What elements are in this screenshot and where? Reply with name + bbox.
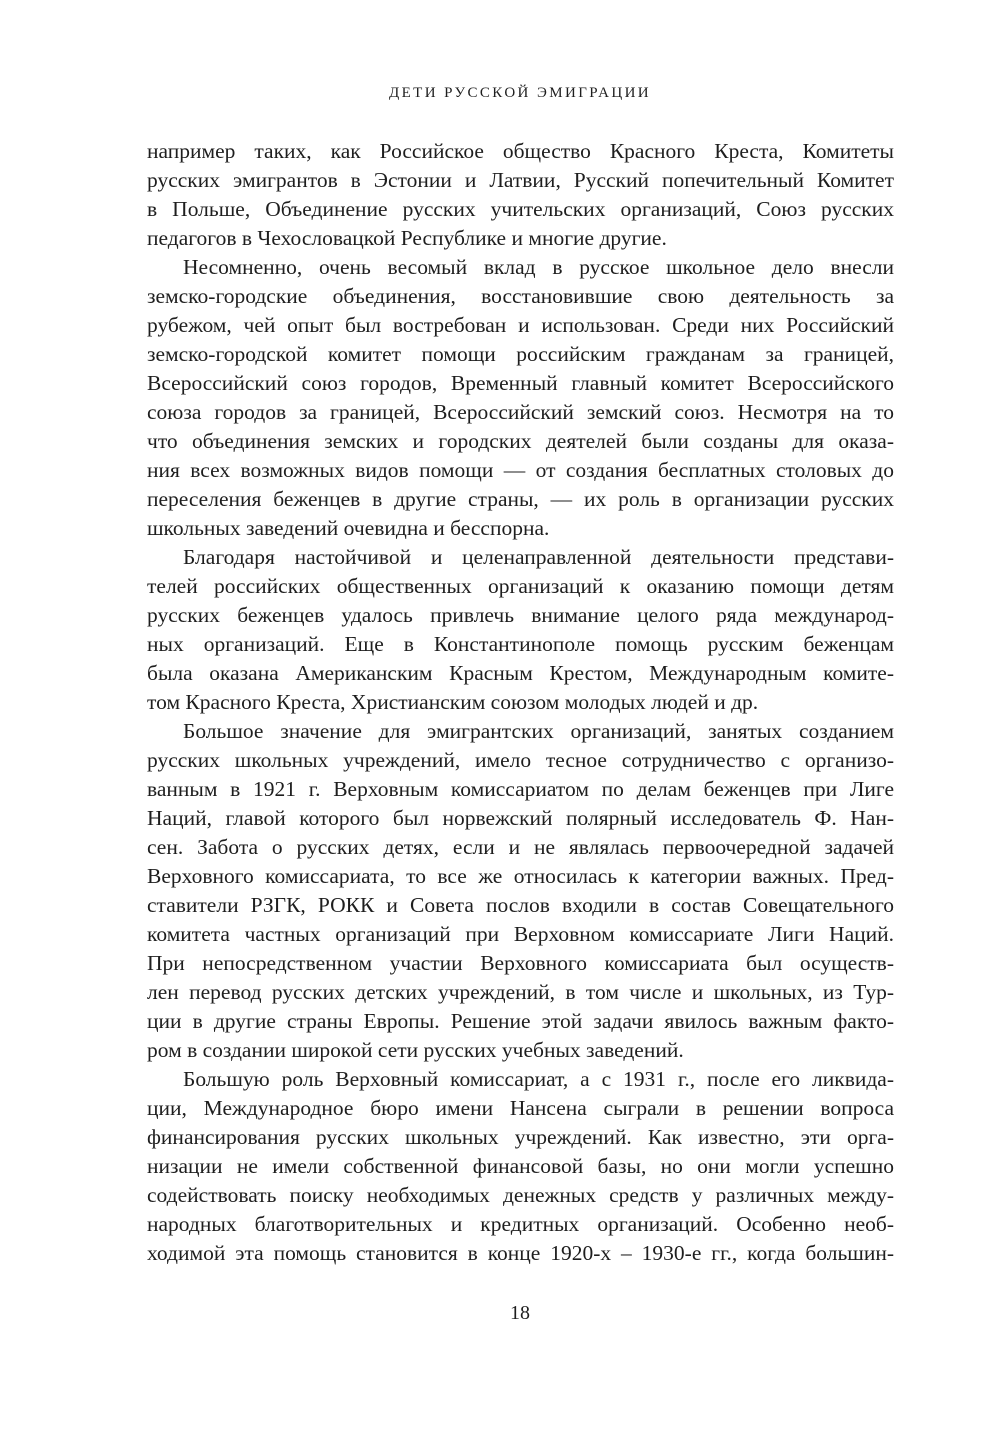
text-line: народных благотворительных и кредитных организаций. Особенно необ-: [147, 1212, 894, 1236]
text-line: русских эмигрантов в Эстонии и Латвии, Русский попечительный Комитет: [147, 168, 894, 192]
text-line: Всероссийский союз городов, Временный главный комитет Всероссийского: [147, 371, 894, 395]
paragraph: [147, 543, 894, 717]
text-line: комитета частных организаций при Верховном комиссариате Лиги Наций.: [147, 922, 894, 946]
text-line: ния всех возможных видов помощи — от создания бесплатных столовых до: [147, 458, 894, 482]
text-line: что объединения земских и городских деятелей были созданы для оказа-: [147, 429, 894, 453]
text-line: том Красного Креста, Христианским союзом молодых людей и др.: [147, 690, 759, 714]
text-line: школьных заведений очевидна и бесспорна.: [147, 516, 550, 540]
text-line: ных организаций. Еще в Константинополе помощь русским беженцам: [147, 632, 894, 656]
running-head: ДЕТИ РУССКОЙ ЭМИГРАЦИИ: [388, 85, 652, 101]
text-line: ции в другие страны Европы. Решение этой задачи явилось важным факто-: [147, 1009, 894, 1033]
text-line: ром в создании широкой сети русских учебных заведений.: [147, 1038, 684, 1062]
paragraph: [147, 253, 894, 543]
text-line: в Польше, Объединение русских учительских организаций, Союз русских: [147, 197, 894, 221]
text-line: ванным в 1921 г. Верховным комиссариатом по делам беженцев при Лиге: [147, 777, 894, 801]
text-line: содействовать поиску необходимых денежных средств у различных между-: [147, 1183, 894, 1207]
text-line: низации не имели собственной финансовой базы, но они могли успешно: [147, 1154, 894, 1178]
paragraph: [147, 137, 894, 253]
paragraph: [147, 1065, 894, 1268]
text-line: Несомненно, очень весомый вклад в русское школьное дело внесли: [183, 255, 894, 279]
text-line: ции, Международное бюро имени Нансена сыграли в решении вопроса: [147, 1096, 894, 1120]
text-line: рубежом, чей опыт был востребован и использован. Среди них Российский: [147, 313, 894, 337]
text-line: ставители РЗГК, РОКК и Совета послов входили в состав Совещательного: [147, 893, 894, 917]
text-line: Большое значение для эмигрантских организаций, занятых созданием: [183, 719, 894, 743]
text-line: педагогов в Чехословацкой Республике и многие другие.: [147, 226, 667, 250]
text-line: Большую роль Верховный комиссариат, а с 1931 г., после его ликвида-: [183, 1067, 894, 1091]
page-number: 18: [510, 1302, 530, 1324]
text-line: переселения беженцев в другие страны, — их роль в организации русских: [147, 487, 894, 511]
text-line: земско-городской комитет помощи российским гражданам за границей,: [147, 342, 894, 366]
text-line: например таких, как Российское общество Красного Креста, Комитеты: [147, 139, 894, 163]
text-line: была оказана Американским Красным Крестом, Международным комите-: [147, 661, 894, 685]
text-line: При непосредственном участии Верховного комиссариата был осуществ-: [147, 951, 894, 975]
text-line: русских школьных учреждений, имело тесное сотрудничество с организо-: [147, 748, 894, 772]
text-line: Наций, главой которого был норвежский полярный исследователь Ф. Нан-: [147, 806, 894, 830]
text-line: ходимой эта помощь становится в конце 1920-х – 1930-е гг., когда большин-: [147, 1241, 894, 1265]
text-line: телей российских общественных организаций к оказанию помощи детям: [147, 574, 894, 598]
text-line: русских беженцев удалось привлечь внимание целого ряда международ-: [147, 603, 894, 627]
text-line: лен перевод русских детских учреждений, в том числе и школьных, из Тур-: [147, 980, 894, 1004]
paragraph: [147, 717, 894, 1065]
body-text: [147, 137, 894, 1268]
text-line: финансирования русских школьных учреждений. Как известно, эти орга-: [147, 1125, 894, 1149]
text-line: земско-городские объединения, восстановившие свою деятельность за: [147, 284, 894, 308]
text-line: союза городов за границей, Всероссийский земский союз. Несмотря на то: [147, 400, 894, 424]
text-line: Верховного комиссариата, то все же относилась к категории важных. Пред-: [147, 864, 894, 888]
text-line: Благодаря настойчивой и целенаправленной деятельности представи-: [183, 545, 894, 569]
text-line: сен. Забота о русских детях, если и не являлась первоочередной задачей: [147, 835, 894, 859]
